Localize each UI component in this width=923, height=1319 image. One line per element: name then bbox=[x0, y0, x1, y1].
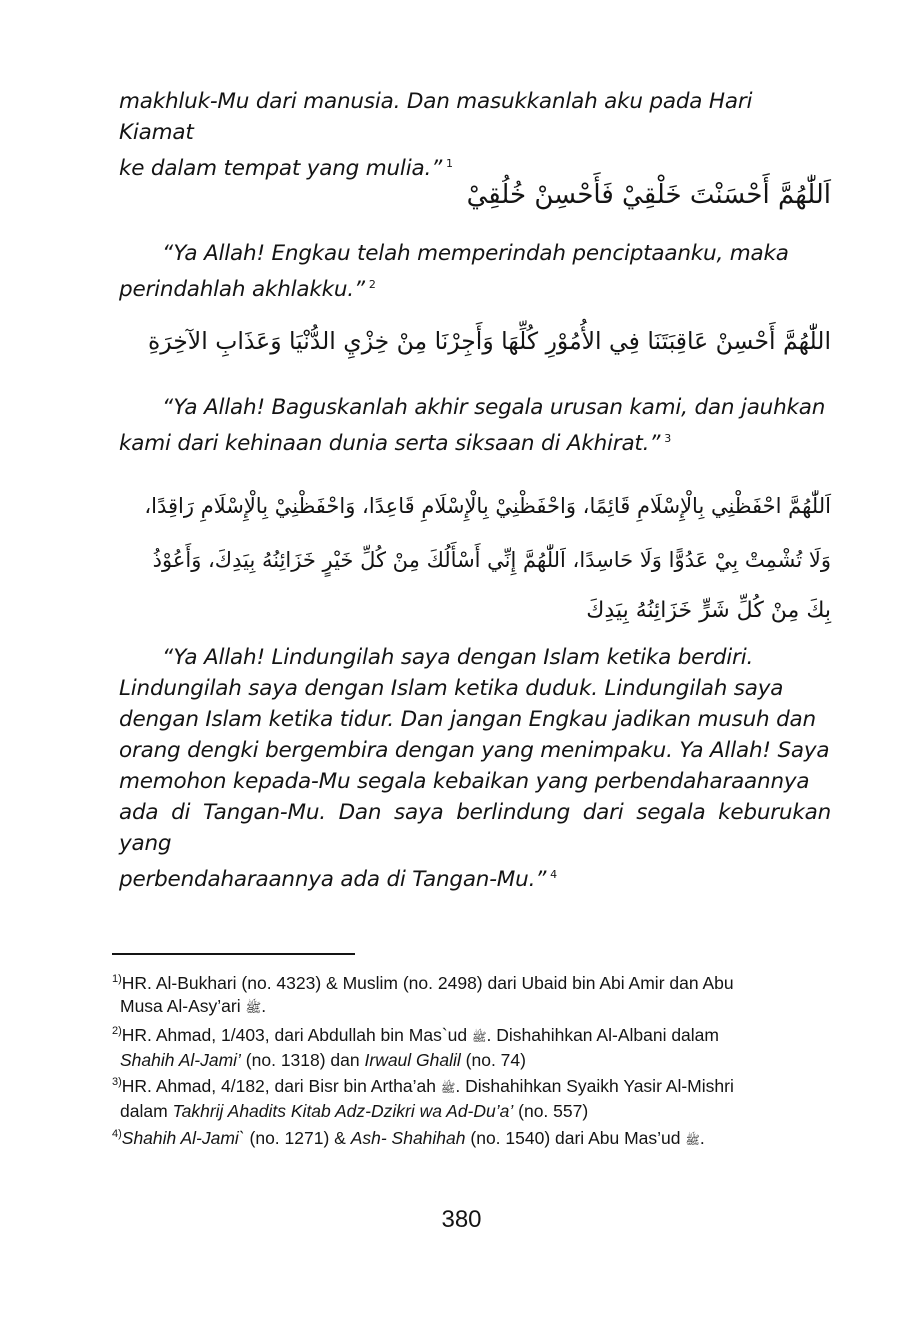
footnote-3-end: (no. 557) bbox=[513, 1100, 589, 1121]
honorific-symbol: ﷺ bbox=[685, 1132, 700, 1147]
page-number: 380 bbox=[441, 1206, 482, 1233]
footnote-3-number: 3) bbox=[112, 1076, 122, 1088]
doa-2-line-2: kami dari kehinaan dunia serta siksaan di Akhirat.” bbox=[119, 431, 661, 457]
doa-1-arabic: اَللّٰهُمَّ أَحْسَنْتَ خَلْقِيْ فَأَحْسِنْ خُلُقِيْ bbox=[466, 180, 831, 210]
honorific-symbol: ﷺ bbox=[440, 1080, 456, 1095]
top-paragraph-line-2: ke dalam tempat yang mulia.” bbox=[119, 156, 443, 182]
footnote-3 bbox=[112, 1071, 830, 1123]
footnote-4-mid: (no. 1271) & bbox=[244, 1127, 351, 1148]
footnote-1-end: . bbox=[261, 995, 267, 1016]
footnote-2-source-2: Irwaul Ghalil bbox=[364, 1049, 461, 1070]
footnote-4-end: (no. 1540) dari Abu Mas’ud bbox=[465, 1127, 681, 1148]
footnote-1-line-2: Musa Al-Asy’ari bbox=[120, 995, 241, 1016]
footnote-4-dot: . bbox=[699, 1127, 705, 1148]
doa-2-line-1: “Ya Allah! Baguskanlah akhir segala urusan kami, dan jauhkan bbox=[162, 395, 826, 420]
footnote-2-line-1: HR. Ahmad, 1/403, dari Abdullah bin Mas`ud bbox=[121, 1024, 468, 1045]
footnote-2 bbox=[112, 1020, 830, 1072]
footnote-4-source-1: Shahih Al-Jami` bbox=[121, 1127, 245, 1148]
doa-3-line: memohon kepada-Mu segala kebaikan yang perbendaharaannya bbox=[119, 769, 810, 794]
doa-1-line-2: perindahlah akhlakku.” bbox=[119, 277, 365, 303]
top-paragraph-line-1: makhluk-Mu dari manusia. Dan masukkanlah aku pada Hari Kiamat bbox=[119, 89, 753, 145]
top-paragraph bbox=[119, 86, 831, 184]
footnote-4-number: 4) bbox=[112, 1128, 122, 1140]
footnote-1-line-1: HR. Al-Bukhari (no. 4323) & Muslim (no. 2498) dari Ubaid bin Abi Amir dan Abu bbox=[121, 972, 734, 993]
doa-3-line: Lindungilah saya dengan Islam ketika duduk. Lindungilah saya bbox=[119, 676, 784, 701]
footnote-1 bbox=[112, 968, 830, 1019]
footnote-ref-3: 3 bbox=[664, 432, 672, 445]
footnote-2-end: (no. 74) bbox=[460, 1049, 526, 1070]
footnote-2-number: 2) bbox=[112, 1025, 122, 1037]
footnote-4 bbox=[112, 1123, 830, 1152]
doa-3-arabic-line-2: وَلَا تُشْمِتْ بِيْ عَدُوًّا وَلَا حَاسِدًا، اَللّٰهُمَّ إِنِّي أَسْأَلُكَ مِنْ كُلِّ خَيْرٍ خَزَائِنُهُ بِيَدِكَ، وَأَعُوْذُ bbox=[152, 548, 831, 572]
footnote-4-source-2: Ash- Shahihah bbox=[350, 1127, 466, 1148]
doa-2-arabic: اللّٰهُمَّ أَحْسِنْ عَاقِبَتَنَا فِي الأُمُوْرِ كُلِّهَا وَأَجِرْنَا مِنْ خِزْيِ الدُّنْيَا وَعَذَابِ الآخِرَةِ bbox=[147, 327, 831, 355]
footnote-3-line-2-start: dalam bbox=[120, 1100, 173, 1121]
doa-1-translation bbox=[119, 238, 831, 305]
footnote-2-line-1-end: . Dishahihkan Al-Albani dalam bbox=[486, 1024, 719, 1045]
footnote-ref-1: 1 bbox=[446, 157, 453, 170]
footnote-2-mid: (no. 1318) dan bbox=[240, 1049, 365, 1070]
footnote-3-line-1-end: . Dishahihkan Syaikh Yasir Al-Mishri bbox=[455, 1075, 734, 1096]
honorific-symbol: ﷺ bbox=[245, 999, 262, 1015]
doa-1-line-1: “Ya Allah! Engkau telah memperindah penciptaanku, maka bbox=[162, 241, 789, 266]
honorific-symbol: ﷺ bbox=[472, 1029, 487, 1044]
doa-3-line: ada di Tangan-Mu. Dan saya berlindung dari segala keburukan yang bbox=[119, 800, 831, 856]
doa-3-arabic-line-1: اَللّٰهُمَّ احْفَظْنِي بِالْإِسْلَامِ قَائِمًا، وَاحْفَظْنِيْ بِالْإِسْلَامِ قَاعِدًا، وَاحْفَظْنِيْ بِالْإِسْلَامِ رَاقِدًا، bbox=[144, 494, 831, 518]
doa-3-line: dengan Islam ketika tidur. Dan jangan Engkau jadikan musuh dan bbox=[119, 707, 816, 732]
footnote-3-source: Takhrij Ahadits Kitab Adz-Dzikri wa Ad-Du’a’ bbox=[172, 1100, 514, 1121]
footnote-3-line-1: HR. Ahmad, 4/182, dari Bisr bin Artha’ah bbox=[121, 1075, 436, 1096]
footnote-ref-4: 4 bbox=[550, 868, 557, 881]
doa-3-line: orang dengki bergembira dengan yang menimpaku. Ya Allah! Saya bbox=[119, 738, 830, 763]
footnote-divider bbox=[112, 953, 355, 955]
doa-3-last-line bbox=[119, 859, 831, 895]
doa-3-line: perbendaharaannya ada di Tangan-Mu.” bbox=[119, 867, 547, 893]
doa-3-translation bbox=[119, 642, 831, 895]
footnote-ref-2: 2 bbox=[368, 278, 376, 291]
footnote-2-source-1: Shahih Al-Jami’ bbox=[120, 1049, 241, 1070]
doa-3-line: “Ya Allah! Lindungilah saya dengan Islam ketika berdiri. bbox=[162, 645, 754, 670]
doa-2-translation bbox=[119, 392, 831, 459]
doa-3-arabic-line-3: بِكَ مِنْ كُلِّ شَرٍّ خَزَائِنُهُ بِيَدِكَ bbox=[586, 598, 831, 623]
footnote-1-number: 1) bbox=[112, 973, 122, 985]
